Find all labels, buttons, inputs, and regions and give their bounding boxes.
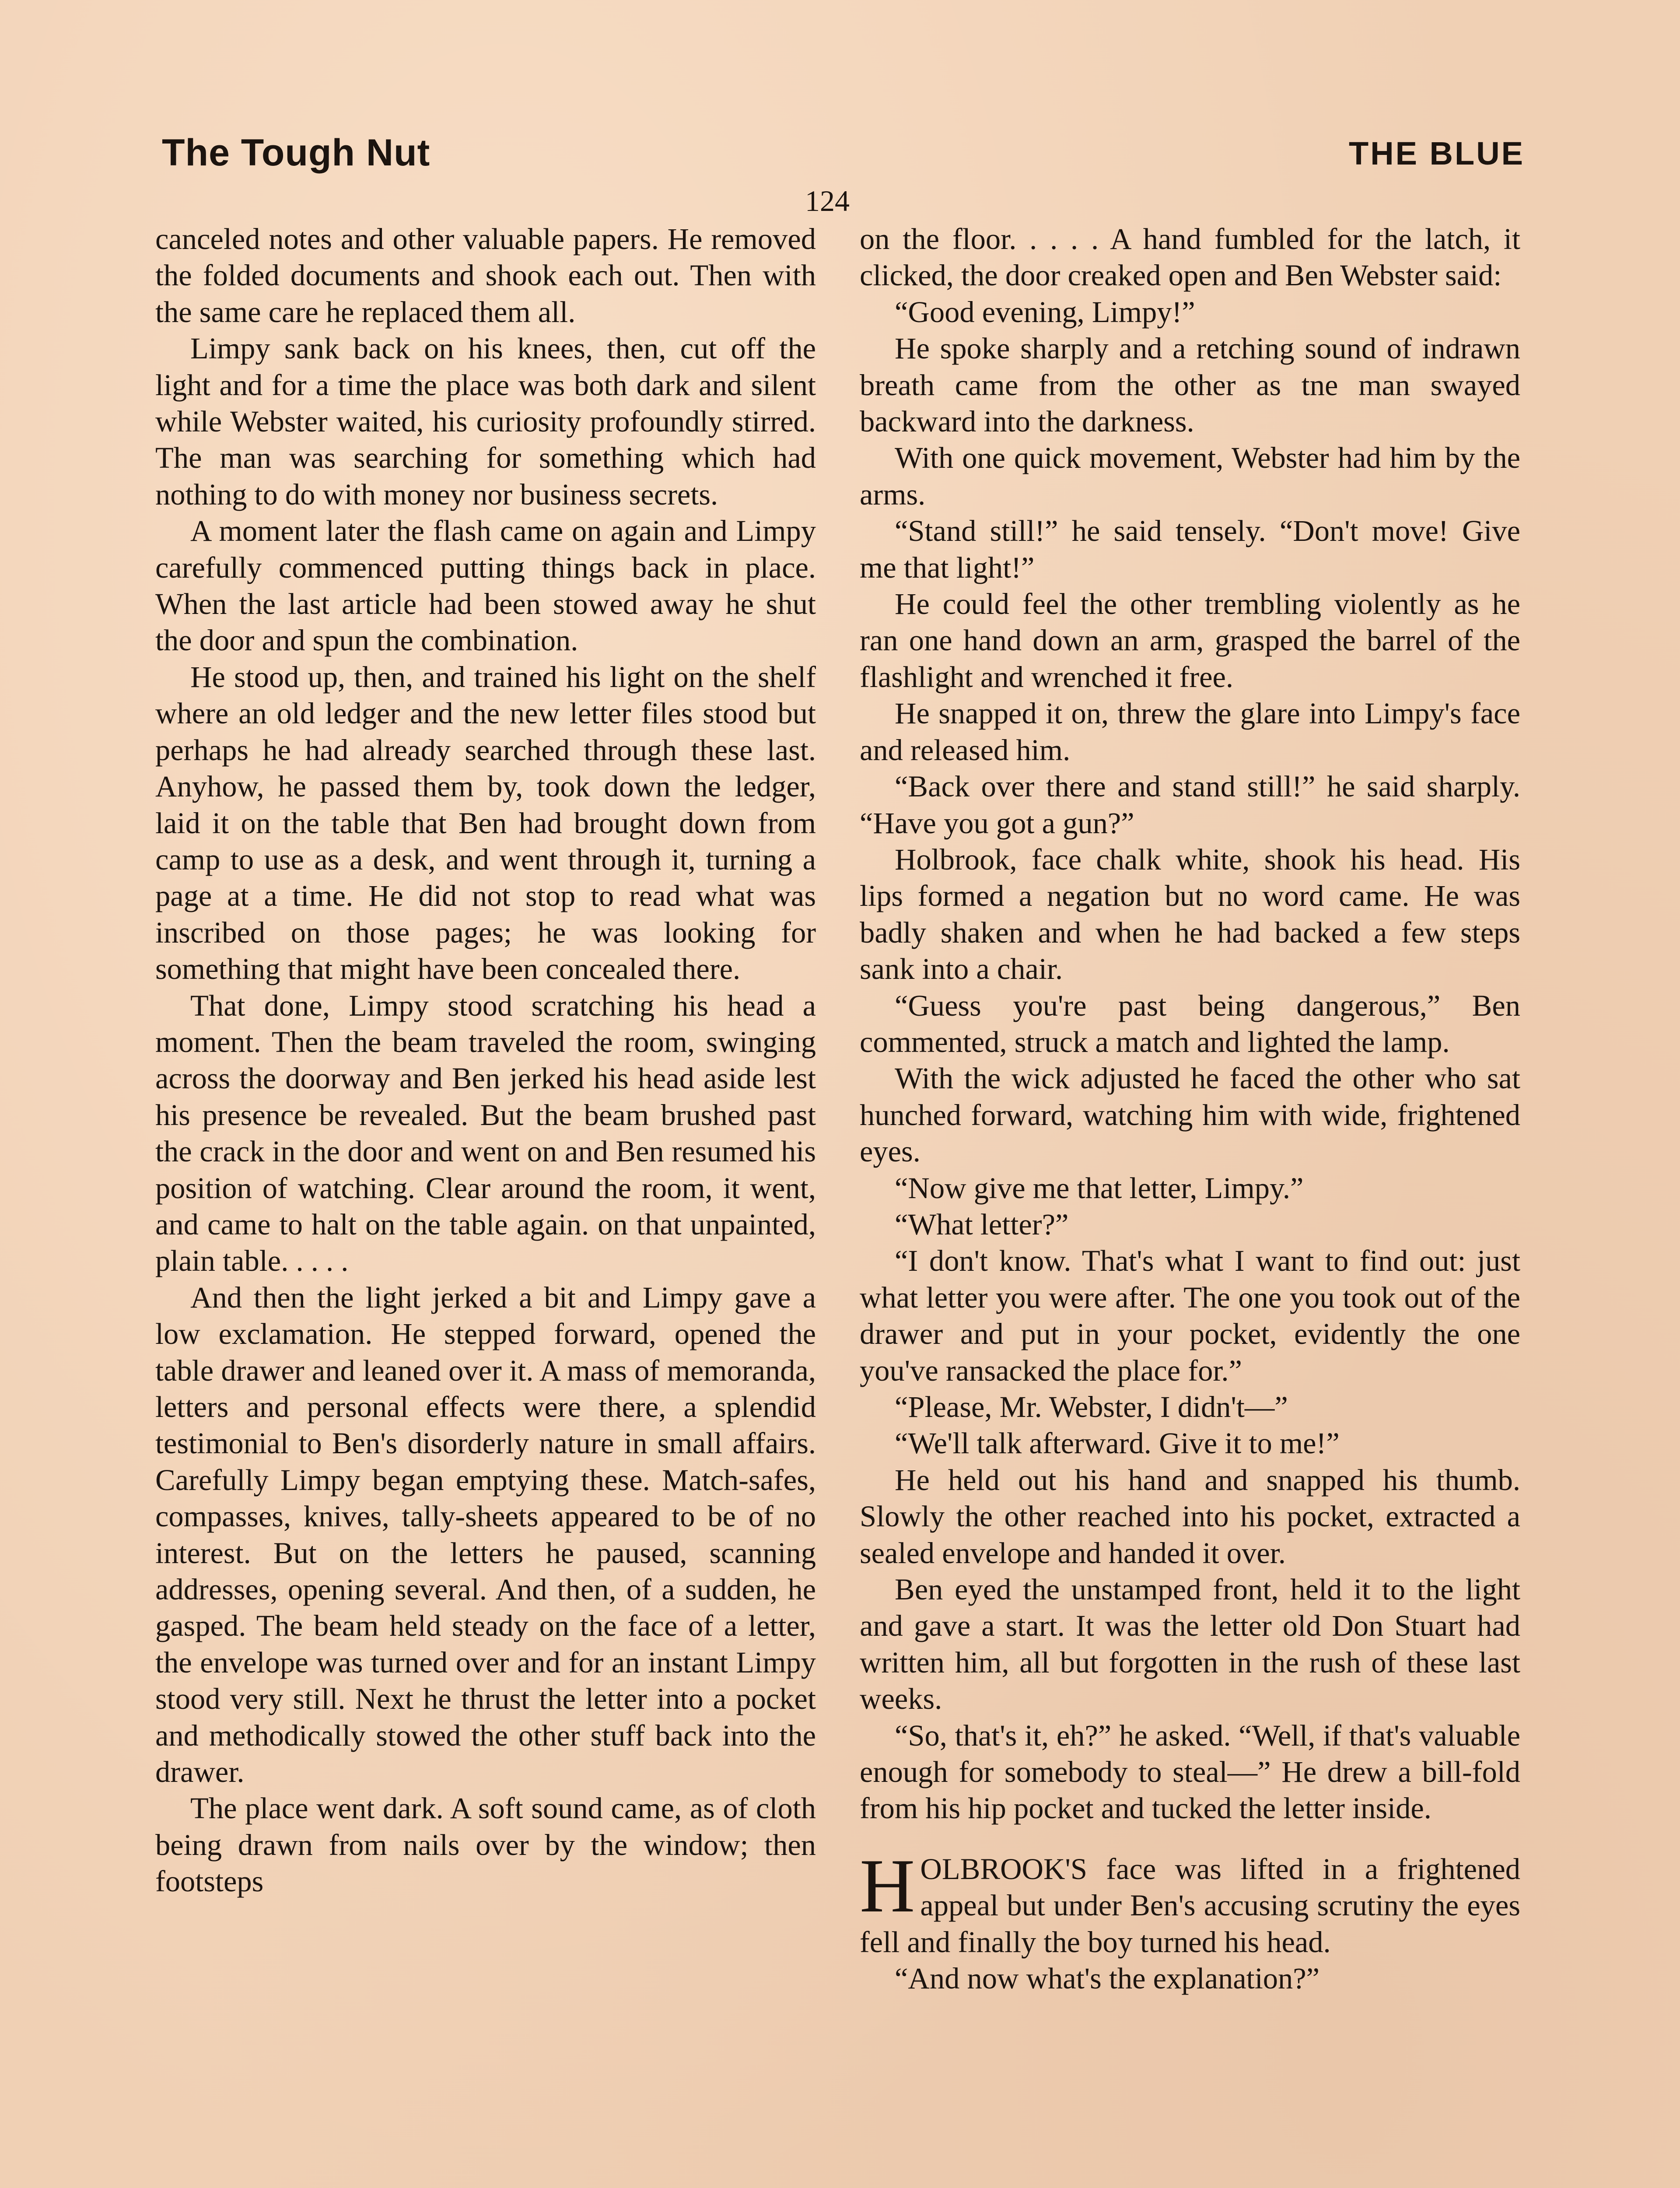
paragraph: Limpy sank back on his knees, then, cut off the light and for a time the place was both dark and silent while Webster waited, his curiosity profoundly stirred. The man was searching for something which had nothing to do with money nor business secrets.	[155, 332, 816, 511]
page-number: 124	[805, 184, 850, 217]
drop-cap: H	[860, 1843, 915, 1928]
paragraph: And then the light jerked a bit and Limpy gave a low exclamation. He stepped forward, opened the table drawer and leaned over it. A mass of memoranda, letters and personal effects were there, a splendid testimonial to Ben's disorderly nature in small affairs. Carefully Limpy began emptying these. Match-safes, compasses, knives, tally-sheets appeared to be of no interest. But on the letters he paused, scanning addresses, opening several. And then, of a sudden, he gasped. The beam held steady on the face of a letter, the envelope was turned over and for an instant Limpy stood very still. Next he thrust the letter into a pocket and methodically stowed the other stuff back into the drawer.	[155, 1280, 816, 1789]
left-column	[155, 221, 816, 2188]
paragraph: “So, that's it, eh?” he asked. “Well, if that's valuable enough for somebody to steal—” He drew a bill-fold from his hip pocket and tucked the letter inside.	[860, 1718, 1520, 1825]
paragraph: “Guess you're past being dangerous,” Ben commented, struck a match and lighted the lamp.	[860, 989, 1520, 1059]
paragraph: “Back over there and stand still!” he said sharply. “Have you got a gun?”	[860, 770, 1520, 840]
text-columns	[155, 221, 1522, 2188]
dropcap-paragraph	[860, 1843, 1520, 1960]
story-title: The Tough Nut	[162, 132, 430, 174]
paragraph: Ben eyed the unstamped front, held it to the light and gave a start. It was the letter old Don Stuart had written him, all but forgotten in the rush of these last weeks.	[860, 1573, 1520, 1716]
dropcap-text: OLBROOK'S face was lifted in a frightened appeal but under Ben's accusing scrutiny the eyes fell and finally the boy turned his head.	[860, 1852, 1520, 1959]
paragraph: He spoke sharply and a retching sound of indrawn breath came from the other as tne man swayed backward into the darkness.	[860, 332, 1520, 438]
paragraph: “Stand still!” he said tensely. “Don't move! Give me that light!”	[860, 514, 1520, 584]
paragraph: He could feel the other trembling violently as he ran one hand down an arm, grasped the barrel of the flashlight and wrenched it free.	[860, 587, 1520, 694]
running-header	[162, 131, 1525, 179]
paragraph: “Good evening, Limpy!”	[895, 295, 1195, 329]
paragraph: He snapped it on, threw the glare into Limpy's face and released him.	[860, 697, 1520, 767]
paragraph: With the wick adjusted he faced the other who sat hunched forward, watching him with wide, frightened eyes.	[860, 1062, 1520, 1168]
paragraph: With one quick movement, Webster had him by the arms.	[860, 441, 1520, 511]
paragraph: That done, Limpy stood scratching his head a moment. Then the beam traveled the room, swinging across the doorway and Ben jerked his head aside lest his presence be revealed. But the beam brushed past the crack in the door and went on and Ben resumed his position of watching. Clear around the room, it went, and came to halt on the table again. on that unpainted, plain table. . . . .	[155, 989, 816, 1278]
paragraph: “Now give me that letter, Limpy.”	[895, 1171, 1304, 1205]
paragraph: “We'll talk afterward. Give it to me!”	[895, 1427, 1340, 1460]
right-column	[860, 221, 1520, 2188]
paragraph: Holbrook, face chalk white, shook his head. His lips formed a negation but no word came. He was badly shaken and when he had backed a few steps sank into a chair.	[860, 842, 1520, 986]
paragraph: “And now what's the explanation?”	[895, 1962, 1320, 1995]
paragraph: “What letter?”	[895, 1207, 1069, 1241]
paragraph: “I don't know. That's what I want to find out: just what letter you were after. The one you took out of the drawer and put in your pocket, evidently the one you've ransacked the place for.”	[860, 1244, 1520, 1387]
paragraph: The place went dark. A soft sound came, as of cloth being drawn from nails over by the window; then footsteps	[155, 1792, 816, 1898]
paragraph: A moment later the flash came on again and Limpy carefully commenced putting things back in place. When the last article had been stowed away he shut the door and spun the combination.	[155, 514, 816, 657]
magazine-title: THE BLUE	[1349, 135, 1525, 172]
paragraph: “Please, Mr. Webster, I didn't—”	[895, 1390, 1288, 1424]
paragraph: He held out his hand and snapped his thumb. Slowly the other reached into his pocket, extracted a sealed envelope and handed it over.	[860, 1463, 1520, 1570]
paragraph: He stood up, then, and trained his light on the shelf where an old ledger and the new letter files stood but perhaps he had already searched through these last. Anyhow, he passed them by, took down the ledger, laid it on the table that Ben had brought down from camp to use as a desk, and went through it, turning a page at a time. He did not stop to read what was inscribed on those pages; he was looking for something that might have been concealed there.	[155, 660, 816, 986]
paragraph: on the floor. . . . . A hand fumbled for the latch, it clicked, the door creaked open and Ben Webster said:	[860, 222, 1520, 292]
paragraph: canceled notes and other valuable papers. He removed the folded documents and shook each out. Then with the same care he replaced them all.	[155, 222, 816, 329]
